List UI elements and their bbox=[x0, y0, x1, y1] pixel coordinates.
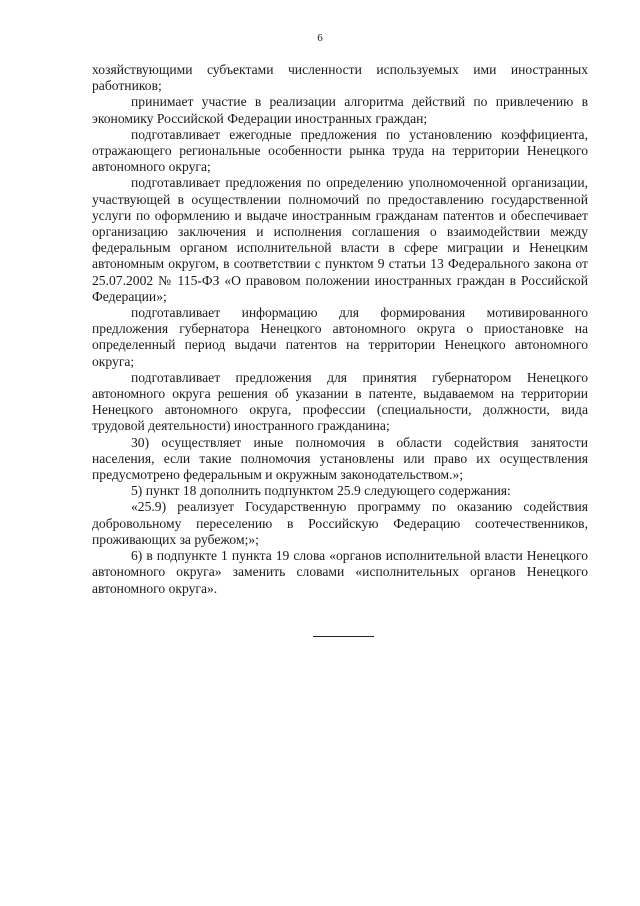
paragraph-continuation: хозяйствующими субъектами численности используемых ими иностранных работников; bbox=[92, 62, 588, 94]
paragraph-attract-foreign-citizens: принимает участие в реализации алгоритма действий по привлечению в экономику Российской Федерации иностранных граждан; bbox=[92, 94, 588, 126]
paragraph-authorized-organization: подготавливает предложения по определению уполномоченной организации, участвующей в осуществлении полномочий по предоставлению государственной услуги по оформлению и выдаче иностранным гражданам патентов и обеспечивает организацию заключения и исполнения соглашения о взаимодействии между федеральным органом исполнительной власти в сфере миграции и Ненецким автономным округом, в соответствии с пунктом 9 статьи 13 Федерального закона от 25.07.2002 № 115-ФЗ «О правовом положении иностранных граждан в Российской Федерации»; bbox=[92, 175, 588, 304]
paragraph-patent-suspension: подготавливает информацию для формирования мотивированного предложения губернатора Ненецкого автономного округа о приостановке на определенный период выдачи патентов на территории Ненецкого автономного округа; bbox=[92, 305, 588, 369]
end-of-text-rule bbox=[313, 636, 374, 637]
paragraph-subitem-25-9: «25.9) реализует Государственную программу по оказанию содействия добровольному переселению в Российскую Федерацию соотечественников, проживающих за рубежом;»; bbox=[92, 499, 588, 547]
paragraph-item-5: 5) пункт 18 дополнить подпунктом 25.9 следующего содержания: bbox=[131, 483, 511, 499]
paragraph-coefficient-proposals: подготавливает ежегодные предложения по установлению коэффициента, отражающего региональные особенности рынка труда на территории Ненецкого автономного округа; bbox=[92, 126, 588, 175]
paragraph-item-6: 6) в подпункте 1 пункта 19 слова «органов исполнительной власти Ненецкого автономного округа» заменить словами «исполнительных органов Ненецкого автономного округа». bbox=[92, 548, 588, 596]
paragraph-patent-profession: подготавливает предложения для принятия губернатором Ненецкого автономного округа решения об указании в патенте, выдаваемом на территории Ненецкого автономного округа, профессии (специальности, должности, вида трудовой деятельности) иностранного гражданина; bbox=[92, 369, 588, 434]
paragraph-item-30: 30) осуществляет иные полномочия в области содействия занятости населения, если такие полномочия установлены или право их осуществления предусмотрено федеральным и окружным законодательством.»; bbox=[92, 434, 588, 483]
page-number: 6 bbox=[317, 32, 323, 44]
document-body bbox=[92, 62, 588, 597]
